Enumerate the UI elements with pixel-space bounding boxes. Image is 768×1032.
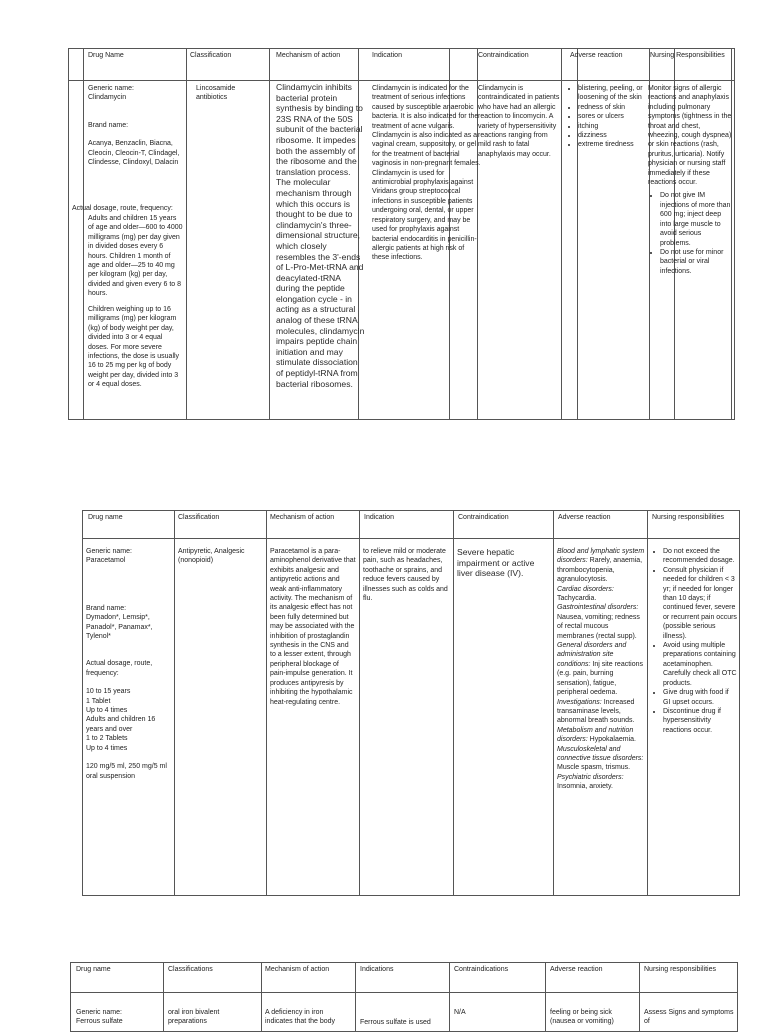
t1-brand-label: Brand name:: [88, 121, 129, 129]
t2-dosage-line: 10 to 15 years: [86, 688, 131, 696]
t2-header-contraindication: Contraindication: [458, 514, 509, 521]
t2-contraindication: Severe hepatic impairment or active liver disease (IV).: [457, 547, 535, 579]
t2-brand-label: Brand name:: [86, 604, 127, 612]
t2-header-indication: Indication: [364, 514, 394, 521]
t1-header-nursing: Nursing Responsibilities: [650, 52, 725, 59]
t3-header-drug-name: Drug name: [76, 966, 111, 973]
t2-nursing-item: • Do not exceed the recommended dosage.: [663, 547, 737, 566]
t3-header-adverse: Adverse reaction: [550, 966, 603, 973]
t3-generic-label: Generic name:: [76, 1009, 122, 1016]
t1-adverse-item: • extreme tiredness: [578, 140, 646, 149]
t1-dosage-extra: Children weighing up to 16 milligrams (mg) per kilogram (kg) of body weight per day, divided into 3 or 4 equal doses. For more severe infections, the dose is usually 16 to 25 mg per kg of body weight per day, divided into 3 or 4 equal doses.: [88, 306, 180, 389]
t1-header-drug-name: Drug Name: [88, 52, 124, 59]
t2-header-nursing: Nursing responsibilities: [652, 514, 724, 521]
t2-brand-names: Dymadon*, Lemsip*, Panadol*, Panamax*, Tylenol*: [86, 614, 153, 641]
t2-adverse-item: General disorders and administration site conditions: Inj site reactions (e.g. pain, burning sensation), fatigue, peripheral oedema.: [557, 642, 643, 697]
t1-drug-cell: [88, 84, 188, 167]
t1-adverse-item: • redness of skin: [578, 103, 646, 112]
t1-adverse-list: [566, 84, 646, 150]
t1-adverse-item: • itching: [578, 122, 646, 131]
t2-generic-label: Generic name:: [86, 548, 132, 555]
t2-dosage-syrup: 120 mg/5 ml, 250 mg/5 ml oral suspension: [86, 763, 167, 780]
t2-header-classification: Classification: [178, 514, 220, 521]
t2-mechanism: Paracetamol is a para-aminophenol derivative that exhibits analgesic and antipyretic actions and weak anti-inflammatory activity. The mechanism of its analgesic effect has not been fully determined but may be associated with the inhibition of prostaglandin synthesis in the CNS and to a lesser extent, through peripheral blockage of pain-impulse generation. It produces antipyresis by inhibiting the hypothalamic heat-regulating centre.: [270, 548, 356, 706]
t1-indication: Clindamycin is indicated for the treatment of serious infections caused by susceptible anaerobic bacteria. It is also indicated for the treatment of acne vulgaris. Clindamycin is also indicated as a vaginal cream, suppository, or gel for the treatment of bacterial vaginosis in non-pregnant females. Clindamycin is used for antimicrobial prophylaxis against Viridans group streptococcal infections in susceptible patients undergoing oral, dental, or upper respiratory surgery, and may be used for prophylaxis against bacterial endocarditis in penicillin-allergic patients at high risk of these infections.: [372, 85, 481, 262]
t3-header-nursing: Nursing responsibilities: [644, 966, 716, 973]
t2-header-adverse: Adverse reaction: [558, 514, 611, 521]
t2-dosage-line: Adults and children 16 years and over: [86, 716, 156, 733]
t3-header-classifications: Classifications: [168, 966, 213, 973]
t1-mechanism: Clindamycin inhibits bacterial protein synthesis by binding to 23S RNA of the 50S subunit of the bacterial ribosome. It impedes both the assembly of the ribosome and the translation process. The molecular mechanism through which this occurs is thought to be due to clindamycin's three-dimensional structure, which closely resembles the 3'-ends of L-Pro-Met-tRNA and deacylated-tRNA during the peptide elongation cycle - in acting as a structural analog of these tRNA molecules, clindamycin impairs peptide chain initiation and may stimulate dissociation of peptidyl-tRNA from bacterial ribosomes.: [276, 82, 365, 389]
t2-dosage-line: 1 Tablet: [86, 697, 111, 705]
t2-classification: Antipyretic, Analgesic (nonopioid): [178, 548, 245, 565]
t2-adverse-item: Psychiatric disorders: Insomnia, anxiety.: [557, 773, 624, 791]
t3-nursing: Assess Signs and symptoms of: [644, 1009, 734, 1026]
t2-dosage-line: 1 to 2 Tablets: [86, 735, 128, 743]
t1-nursing-list: [648, 84, 732, 276]
t1-adverse-item: • blistering, peeling, or loosening of the skin: [578, 84, 646, 103]
t2-adverse-item: Blood and lymphatic system disorders: Rarely, anaemia, thrombocytopenia, agranulocytosis.: [557, 548, 645, 584]
t2-drug-cell: [86, 547, 172, 781]
t2-dosage-label: Actual dosage, route, frequency:: [86, 660, 153, 677]
t1-header-adverse: Adverse reaction: [570, 52, 623, 59]
t1-dosage-text: Adults and children 15 years of age and older—600 to 4000 milligrams (mg) per day given in divided doses every 6 hours. Children 1 month of age and older—25 to 40 mg per kilogram (kg) per day, divided and given every 6 to 8 hours.: [88, 215, 183, 298]
t1-header-contraindication: Contraindication: [478, 52, 529, 59]
t2-indication: to relieve mild or moderate pain, such as headaches, toothache or sprains, and reduce fevers caused by illnesses such as colds and flu.: [363, 548, 448, 603]
t2-dosage-line: Up to 4 times: [86, 744, 128, 752]
t1-nursing-item: • Do not use for minor bacterial or viral infections.: [660, 248, 732, 276]
t1-nursing-item: Monitor signs of allergic reactions and anaphylaxis including pulmonary symptoms (tightness in the throat and chest, wheezing, cough dyspnea) or skin reactions (rash, pruritus, urticaria). Notify physician or nursing staff immediately if these reactions occur.: [648, 85, 732, 187]
t3-adverse: feeling or being sick (nausea or vomiting): [550, 1009, 614, 1026]
t1-header-classification: Classification: [190, 52, 232, 59]
t2-adverse-item: Musculoskeletal and connective tissue disorders: Muscle spasm, trismus.: [557, 745, 644, 772]
t1-contraindication: Clindamycin is contraindicated in patients who have had an allergic reaction to lincomycin. A variety of hypersensitivity reactions ranging from mild rash to fatal anaphylaxis may occur.: [478, 85, 560, 158]
t2-adverse-item: Metabolism and nutrition disorders: Hypokalaemia.: [557, 726, 636, 744]
t2-adverse-item: Investigations: Increased transaminase levels, abnormal breath sounds.: [557, 698, 635, 725]
t1-dosage-label: Actual dosage, route, frequency:: [72, 205, 173, 212]
t3-classification: oral iron bivalent preparations: [168, 1009, 220, 1026]
t3-header-contraindications: Contraindications: [454, 966, 509, 973]
t1-brand-names: Acanya, Benzaclin, Biacna, Cleocin, Cleocin-T, Clindagel, Clindesse, Clindoxyl, Dalacin: [88, 140, 180, 167]
t2-adverse-item: Cardiac disorders: Tachycardia.: [557, 585, 614, 603]
t3-header-indications: Indications: [360, 966, 394, 973]
t2-nursing-item: • Consult physician if needed for children < 3 yr; if needed for longer than 10 days; if continued fever, severe or recurrent pain occurs (possible serious illness).: [663, 566, 737, 641]
t2-nursing-item: • Avoid using multiple preparations containing acetaminophen. Carefully check all OTC products.: [663, 641, 737, 688]
t1-generic-label: Generic name:: [88, 85, 134, 92]
t2-nursing-item: • Discontinue drug if hypersensitivity reactions occur.: [663, 707, 737, 735]
t1-generic-name: Clindamycin: [88, 94, 127, 102]
t3-header-mechanism: Mechanism of action: [265, 966, 330, 973]
t1-classification: Lincosamide antibiotics: [196, 85, 236, 102]
t1-adverse-item: • dizziness: [578, 131, 646, 140]
t2-adverse-item: Gastrointestinal disorders: Nausea, vomiting; redness of rectal mucous membranes (rectal supp).: [557, 604, 640, 640]
t3-contraindication: N/A: [454, 1009, 466, 1016]
t1-header-mechanism: Mechanism of action: [276, 52, 341, 59]
t1-header-indication: Indication: [372, 52, 402, 59]
t2-adverse-cell: [557, 547, 645, 792]
t2-header-drug-name: Drug name: [88, 514, 123, 521]
t1-adverse-item: • sores or ulcers: [578, 112, 646, 121]
t3-indication: Ferrous sulfate is used: [360, 1019, 431, 1026]
t3-generic-name: Ferrous sulfate: [76, 1018, 123, 1026]
t2-generic-name: Paracetamol: [86, 557, 126, 565]
t2-nursing-cell: [651, 547, 737, 735]
t3-mechanism: A deficiency in iron indicates that the body: [265, 1009, 336, 1026]
t2-dosage-line: Up to 4 times: [86, 707, 128, 715]
t2-header-mechanism: Mechanism of action: [270, 514, 335, 521]
t2-nursing-item: • Give drug with food if GI upset occurs.: [663, 688, 737, 707]
t1-nursing-item: • Do not give IM injections of more than 600 mg; inject deep into large muscle to avoid serious problems.: [660, 191, 732, 247]
